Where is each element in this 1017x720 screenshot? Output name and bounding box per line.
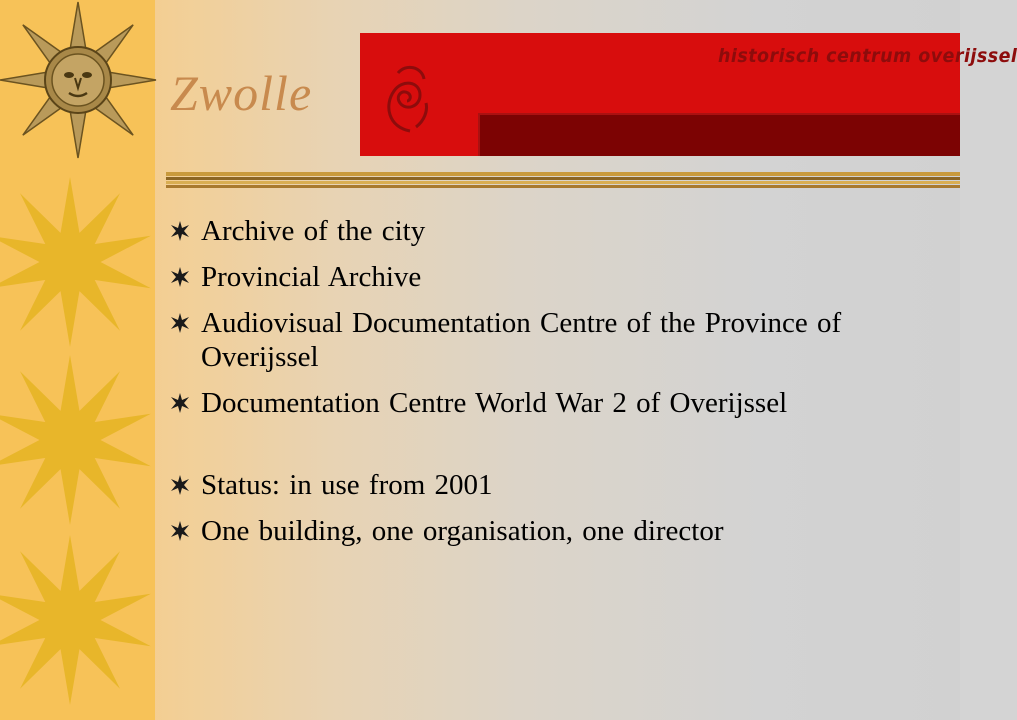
bullet-item bbox=[168, 306, 948, 374]
logo-banner bbox=[360, 33, 1017, 156]
star-bullet-icon bbox=[170, 221, 190, 241]
sun-icon bbox=[0, 535, 154, 705]
star-bullet-icon bbox=[170, 521, 190, 541]
swirl-icon bbox=[380, 61, 430, 136]
bullet-text: Archive of the city bbox=[201, 215, 426, 247]
bullet-text: Provincial Archive bbox=[201, 261, 422, 293]
sun-icon bbox=[0, 177, 154, 347]
star-bullet-icon bbox=[170, 267, 190, 287]
bullet-item bbox=[168, 260, 948, 294]
star-bullet-icon bbox=[170, 313, 190, 333]
star-bullet-icon bbox=[170, 475, 190, 495]
bullet-text: Documentation Centre World War 2 of Overijssel bbox=[201, 387, 788, 419]
bullet-item bbox=[168, 386, 948, 420]
logo-text: historisch centrum overijssel bbox=[718, 45, 1017, 67]
title-divider-rule bbox=[166, 170, 960, 192]
bullet-text: One building, one organisation, one director bbox=[201, 515, 724, 547]
logo-dark-panel bbox=[478, 113, 960, 156]
bullet-text: Audiovisual Documentation Centre of the Province of Overijssel bbox=[201, 307, 842, 373]
sun-icon bbox=[0, 355, 154, 525]
sun-face-icon bbox=[0, 2, 156, 158]
left-decoration-strip bbox=[0, 0, 155, 720]
bullet-text: Status: in use from 2001 bbox=[201, 469, 493, 501]
star-bullet-icon bbox=[170, 393, 190, 413]
page-title: Zwolle bbox=[170, 65, 313, 121]
bullet-item bbox=[168, 214, 948, 248]
bullet-item bbox=[168, 514, 948, 548]
bullet-list bbox=[168, 214, 948, 560]
bullet-item bbox=[168, 468, 948, 502]
